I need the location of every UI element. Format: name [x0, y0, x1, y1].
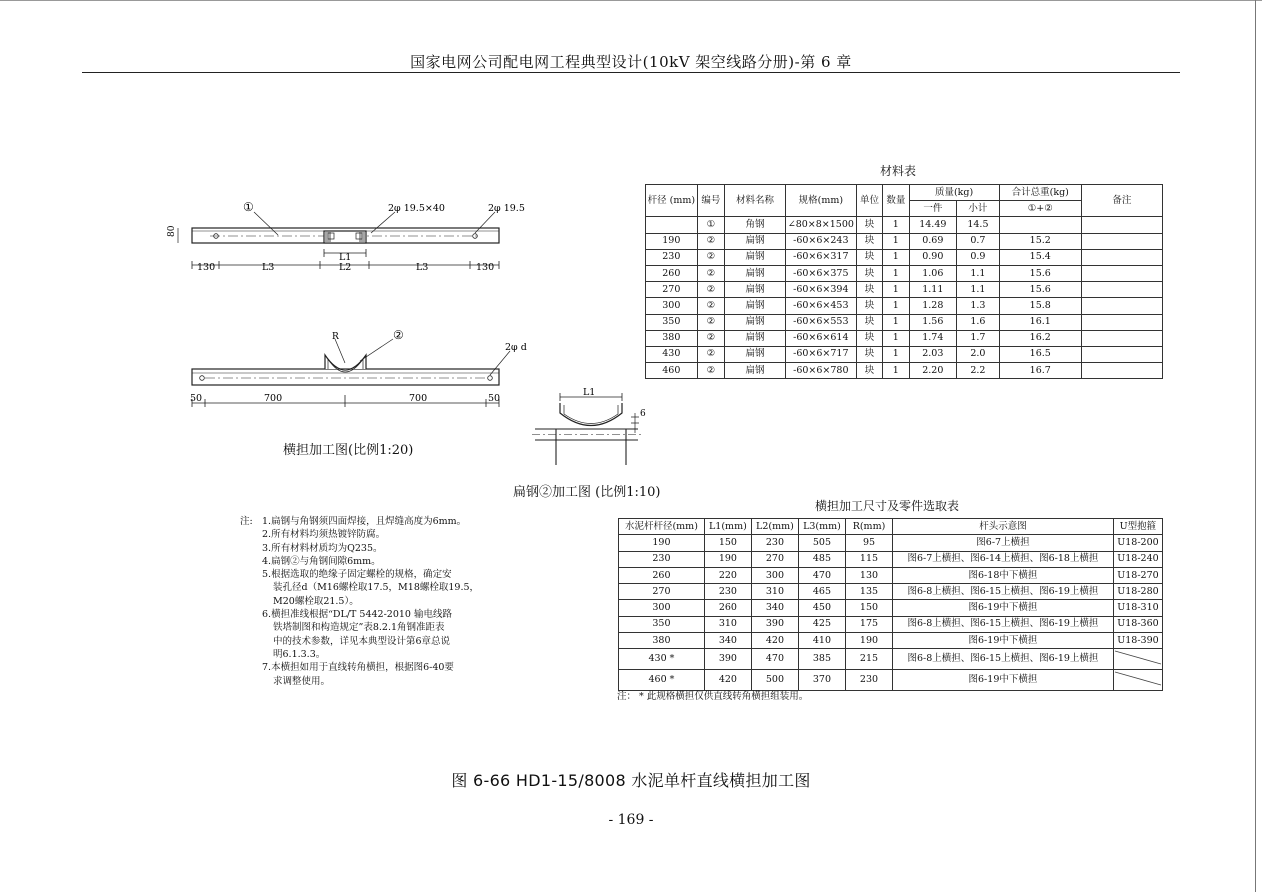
table-cell: [1081, 314, 1162, 330]
table-cell: 340: [704, 633, 751, 649]
table-row: [646, 330, 1163, 346]
th-subtotal: 小计: [957, 201, 1000, 217]
material-table-title: 材料表: [880, 164, 917, 178]
table-cell: [1081, 265, 1162, 281]
note-line: [240, 648, 479, 661]
table-cell: 370: [798, 670, 845, 691]
table-cell: 465: [798, 584, 845, 600]
table-cell: 230: [619, 551, 705, 567]
table-cell: 1: [883, 265, 909, 281]
table-cell: 0.7: [957, 233, 1000, 249]
frame-top: [0, 0, 1262, 1]
table-cell: 230: [845, 670, 892, 691]
table-cell: 190: [646, 233, 698, 249]
table-cell: 1.56: [909, 314, 957, 330]
table-cell: 420: [751, 633, 798, 649]
table-cell: 14.5: [957, 217, 1000, 233]
table-cell: 1.11: [909, 282, 957, 298]
table-cell: [1081, 282, 1162, 298]
table-cell: 图6-8上横担、图6-15上横担、图6-19上横担: [893, 584, 1114, 600]
table-cell: 135: [845, 584, 892, 600]
end-right-label: 130: [476, 262, 495, 273]
table-cell: 图6-7上横担、图6-14上横担、图6-18上横担: [893, 551, 1114, 567]
table-cell: ②: [697, 314, 724, 330]
note-label: [240, 568, 262, 581]
table-cell: 340: [751, 600, 798, 616]
table-cell: ②: [697, 282, 724, 298]
table-cell: ②: [697, 265, 724, 281]
table-cell: [1081, 217, 1162, 233]
table-cell: 2.2: [957, 363, 1000, 379]
table-cell: [1081, 346, 1162, 362]
table-cell: 390: [704, 649, 751, 670]
table-cell: 470: [751, 649, 798, 670]
table-cell: 块: [856, 249, 882, 265]
crossarm-top-view-drawing: [150, 195, 530, 280]
table-cell: 16.5: [999, 346, 1081, 362]
hole-slot-label: 2φ 19.5×40: [388, 203, 445, 214]
table-cell: 16.7: [999, 363, 1081, 379]
table-cell: 500: [751, 670, 798, 691]
table-cell: 15.6: [999, 282, 1081, 298]
table-header-cell: L2(mm): [751, 519, 798, 535]
table-cell: 270: [751, 551, 798, 567]
table-cell: 260: [619, 567, 705, 583]
crossarm-front-view-drawing: [150, 325, 530, 410]
note-text: 1.扁钢与角钢须四面焊接，且焊缝高度为6mm。: [262, 516, 467, 527]
table-cell: 图6-8上横担、图6-15上横担、图6-19上横担: [893, 616, 1114, 632]
table-cell: 430: [646, 346, 698, 362]
table-cell: 块: [856, 363, 882, 379]
table-cell: 扁钢: [725, 265, 786, 281]
note-line: [240, 542, 479, 555]
table-cell: 1.06: [909, 265, 957, 281]
table-cell: 1.1: [957, 265, 1000, 281]
table-row: [646, 314, 1163, 330]
note-label: 注:: [240, 516, 253, 527]
table-cell: -60×6×780: [785, 363, 856, 379]
table-cell: 270: [619, 584, 705, 600]
table-cell: 260: [704, 600, 751, 616]
selection-table-title: 横担加工尺寸及零件选取表: [815, 499, 960, 513]
table-cell: U18-280: [1113, 584, 1162, 600]
table-cell: 1.6: [957, 314, 1000, 330]
l1-label: L1: [339, 252, 352, 263]
table-cell: 0.69: [909, 233, 957, 249]
table-cell: 220: [704, 567, 751, 583]
table-cell: 425: [798, 616, 845, 632]
table-cell: 15.8: [999, 298, 1081, 314]
selection-table: [618, 518, 1163, 691]
table-cell: 扁钢: [725, 330, 786, 346]
table-cell: 430 *: [619, 649, 705, 670]
th-qty: 数量: [883, 185, 909, 217]
note-text: 明6.1.3.3。: [273, 648, 326, 660]
note-line: [240, 595, 479, 608]
table-row: [619, 567, 1163, 583]
table-cell: 16.1: [999, 314, 1081, 330]
table-cell: 380: [619, 633, 705, 649]
table-row: [619, 616, 1163, 632]
note-label: [240, 648, 262, 661]
table-cell: 1: [883, 282, 909, 298]
table-cell: -60×6×317: [785, 249, 856, 265]
note-text: M20螺栓取21.5）。: [273, 595, 359, 607]
table-cell: 16.2: [999, 330, 1081, 346]
figure-title: 图 6-66 HD1-15/8008 水泥单杆直线横担加工图: [451, 771, 811, 790]
table-cell: [1081, 330, 1162, 346]
table-cell: -60×6×553: [785, 314, 856, 330]
table-cell: 310: [704, 616, 751, 632]
table-cell: 2.20: [909, 363, 957, 379]
table-cell: ②: [697, 298, 724, 314]
table-cell: ①: [697, 217, 724, 233]
table-cell: ②: [697, 233, 724, 249]
table-cell: 150: [845, 600, 892, 616]
table-cell: 450: [798, 600, 845, 616]
thickness-label: 6: [640, 409, 646, 419]
table-cell: 1: [883, 346, 909, 362]
table-cell: 扁钢: [725, 314, 786, 330]
table-header-cell: L1(mm): [704, 519, 751, 535]
table-cell: 角钢: [725, 217, 786, 233]
header-title: 国家电网公司配电网工程典型设计(10kV 架空线路分册)-第 6 章: [410, 53, 852, 71]
table-row: [619, 649, 1163, 670]
end-left-label-2: 50: [190, 393, 203, 404]
note-line: [240, 581, 479, 594]
table-cell: 390: [751, 616, 798, 632]
hole-d-label: 2φ d: [505, 342, 527, 353]
material-table-body: [646, 217, 1163, 379]
th-total: 合计总重(kg): [999, 185, 1081, 201]
note-label: [240, 555, 262, 568]
note-label: [240, 528, 262, 541]
table-cell: 190: [704, 551, 751, 567]
table-cell: 块: [856, 298, 882, 314]
table-cell: 图6-7上横担: [893, 535, 1114, 551]
table-cell: 230: [646, 249, 698, 265]
table-cell: 图6-19中下横担: [893, 670, 1114, 691]
table-cell: ∠80×8×1500: [785, 217, 856, 233]
note-label: [240, 595, 262, 608]
note-label: [240, 675, 262, 688]
table-cell: U18-390: [1113, 633, 1162, 649]
note-label: [240, 608, 262, 621]
table-cell: 470: [798, 567, 845, 583]
diagonal-strike: [1115, 670, 1161, 685]
table-cell: [1081, 249, 1162, 265]
table-cell: [1081, 298, 1162, 314]
note-line: [240, 608, 479, 621]
table-cell: ②: [697, 330, 724, 346]
note-text: 装孔径d（M16螺栓取17.5，M18螺栓取19.5，: [273, 582, 480, 594]
table-cell: -60×6×394: [785, 282, 856, 298]
flatsteel-detail-drawing: [530, 383, 645, 468]
th-spec: 规格(mm): [785, 185, 856, 217]
part2-label: ②: [393, 328, 404, 342]
table-cell: [1081, 233, 1162, 249]
table-cell: 1.28: [909, 298, 957, 314]
th-no: 编号: [697, 185, 724, 217]
table-cell: 块: [856, 233, 882, 249]
table-cell: 270: [646, 282, 698, 298]
table-cell: 15.6: [999, 265, 1081, 281]
table-cell: 150: [704, 535, 751, 551]
table-cell: [1081, 363, 1162, 379]
note-text: 6.横担准线根据“DL/T 5442-2010 输电线路: [262, 609, 452, 621]
table-cell: 190: [619, 535, 705, 551]
selection-footnote: 注： * 此规格横担仅供直线转角横担组装用。: [617, 691, 809, 702]
table-cell: -60×6×614: [785, 330, 856, 346]
table-cell: 190: [845, 633, 892, 649]
table-cell: 扁钢: [725, 298, 786, 314]
table-cell: 130: [845, 567, 892, 583]
end-right-label-2: 50: [488, 393, 501, 404]
note-line: [240, 661, 479, 674]
table-row: [619, 584, 1163, 600]
table-cell: 310: [751, 584, 798, 600]
note-label: [240, 635, 262, 648]
table-header-cell: L3(mm): [798, 519, 845, 535]
header-rule: [82, 72, 1180, 73]
table-cell: 扁钢: [725, 233, 786, 249]
table-cell: 1.74: [909, 330, 957, 346]
note-label: [240, 661, 262, 674]
table-row: [619, 600, 1163, 616]
th-unit: 单位: [856, 185, 882, 217]
th-total-sub: ①+②: [999, 201, 1081, 217]
note-line: [240, 555, 479, 568]
note-text: 5.根据选取的绝缘子固定螺栓的规格，确定安: [262, 569, 452, 581]
th-pole-dia: 杆径 (mm): [646, 185, 698, 217]
table-cell: 扁钢: [725, 363, 786, 379]
table-cell: 扁钢: [725, 249, 786, 265]
table-cell: 300: [751, 567, 798, 583]
note-text: 7.本横担如用于直线转角横担，根据图6-40要: [262, 662, 454, 674]
table-cell: 420: [704, 670, 751, 691]
table-cell: 1.3: [957, 298, 1000, 314]
table-cell: 215: [845, 649, 892, 670]
table-cell: U18-310: [1113, 600, 1162, 616]
th-piece: 一件: [909, 201, 957, 217]
table-cell: U18-200: [1113, 535, 1162, 551]
table-cell: 1: [883, 314, 909, 330]
table-cell: 扁钢: [725, 282, 786, 298]
table-row: [646, 217, 1163, 233]
note-label: [240, 621, 262, 634]
table-cell: 图6-8上横担、图6-15上横担、图6-19上横担: [893, 649, 1114, 670]
th-remark: 备注: [1081, 185, 1162, 217]
table-cell: 0.90: [909, 249, 957, 265]
table-cell: 块: [856, 330, 882, 346]
table-cell: 300: [646, 298, 698, 314]
table-cell: [646, 217, 698, 233]
table-cell: 14.49: [909, 217, 957, 233]
table-cell: U18-360: [1113, 616, 1162, 632]
table-cell: 300: [619, 600, 705, 616]
table-row: [646, 265, 1163, 281]
note-line: [240, 635, 479, 648]
note-line: [240, 528, 479, 541]
table-cell: 块: [856, 282, 882, 298]
table-cell: 块: [856, 314, 882, 330]
table-row: [646, 346, 1163, 362]
table-cell: -60×6×717: [785, 346, 856, 362]
note-line: [240, 675, 479, 688]
crossarm-caption: 横担加工图(比例1:20): [283, 443, 414, 458]
table-cell: 380: [646, 330, 698, 346]
table-cell: 350: [646, 314, 698, 330]
table-cell: 1.1: [957, 282, 1000, 298]
table-cell: 图6-19中下横担: [893, 633, 1114, 649]
selection-table-body: [619, 535, 1163, 691]
table-cell: 410: [798, 633, 845, 649]
table-row: [646, 298, 1163, 314]
table-row: [619, 551, 1163, 567]
table-cell: ②: [697, 363, 724, 379]
table-row: [619, 633, 1163, 649]
note-text: 求调整使用。: [273, 675, 331, 687]
table-cell: 460 *: [619, 670, 705, 691]
diagonal-strike: [1115, 649, 1161, 664]
table-cell: U18-240: [1113, 551, 1162, 567]
note-label: [240, 542, 262, 555]
table-cell: 1: [883, 363, 909, 379]
table-cell: 0.9: [957, 249, 1000, 265]
table-cell: 块: [856, 217, 882, 233]
table-header-cell: 水泥杆杆径(mm): [619, 519, 705, 535]
table-row: [646, 249, 1163, 265]
table-cell: [1113, 649, 1162, 670]
table-cell: -60×6×453: [785, 298, 856, 314]
note-text: 4.扁钢②与角钢间隙6mm。: [262, 555, 381, 567]
note-label: [240, 581, 262, 594]
table-cell: 1: [883, 249, 909, 265]
note-line: [240, 568, 479, 581]
table-row: [646, 282, 1163, 298]
height-label: 80: [167, 225, 177, 237]
table-row: [646, 233, 1163, 249]
note-text: 2.所有材料均须热镀锌防腐。: [262, 529, 386, 541]
table-cell: 485: [798, 551, 845, 567]
table-cell: 95: [845, 535, 892, 551]
table-cell: 260: [646, 265, 698, 281]
hole-label: 2φ 19.5: [488, 203, 525, 214]
note-line: [240, 621, 479, 634]
table-cell: 图6-18中下横担: [893, 567, 1114, 583]
table-header-cell: R(mm): [845, 519, 892, 535]
table-cell: 2.0: [957, 346, 1000, 362]
mid-right-label: 700: [409, 393, 428, 404]
table-cell: ②: [697, 346, 724, 362]
table-cell: 1: [883, 330, 909, 346]
table-header-cell: U型抱箍: [1113, 519, 1162, 535]
table-cell: 505: [798, 535, 845, 551]
note-text: 铁塔制图和构造规定”表8.2.1角钢准距表: [273, 622, 445, 634]
flatsteel-l1-label: L1: [583, 387, 596, 398]
radius-label: R: [332, 332, 339, 342]
page-number: - 169 -: [608, 812, 654, 828]
frame-right: [1255, 0, 1256, 892]
note-text: 中的技术参数，详见本典型设计第6章总说: [273, 635, 451, 647]
table-cell: ②: [697, 249, 724, 265]
table-cell: U18-270: [1113, 567, 1162, 583]
table-row: [619, 535, 1163, 551]
l3-right-label: L3: [416, 262, 429, 273]
note-text: 3.所有材料材质均为Q235。: [262, 542, 383, 554]
notes: [240, 515, 479, 688]
part1-label: ①: [243, 200, 254, 214]
th-mass: 质量(kg): [909, 185, 999, 201]
table-cell: 230: [751, 535, 798, 551]
table-cell: 350: [619, 616, 705, 632]
table-cell: [1113, 670, 1162, 691]
table-cell: 460: [646, 363, 698, 379]
table-cell: 1.7: [957, 330, 1000, 346]
table-cell: 块: [856, 346, 882, 362]
table-cell: -60×6×243: [785, 233, 856, 249]
selection-table-header: [619, 519, 1163, 535]
table-cell: 图6-19中下横担: [893, 600, 1114, 616]
table-cell: [999, 217, 1081, 233]
flatsteel-caption: 扁钢②加工图 (比例1:10): [513, 485, 661, 500]
table-cell: 1: [883, 298, 909, 314]
table-row: [646, 363, 1163, 379]
table-cell: 175: [845, 616, 892, 632]
table-cell: 15.4: [999, 249, 1081, 265]
table-cell: 1: [883, 217, 909, 233]
l3-left-label: L3: [262, 262, 275, 273]
table-cell: 2.03: [909, 346, 957, 362]
table-cell: 230: [704, 584, 751, 600]
table-cell: 385: [798, 649, 845, 670]
table-cell: 块: [856, 265, 882, 281]
table-cell: 115: [845, 551, 892, 567]
table-cell: 扁钢: [725, 346, 786, 362]
th-name: 材料名称: [725, 185, 786, 217]
table-header-cell: 杆头示意图: [893, 519, 1114, 535]
table-cell: 15.2: [999, 233, 1081, 249]
end-left-label: 130: [197, 262, 216, 273]
l2-label: L2: [339, 262, 352, 273]
table-cell: -60×6×375: [785, 265, 856, 281]
mid-left-label: 700: [264, 393, 283, 404]
material-table: [645, 184, 1163, 379]
table-cell: 1: [883, 233, 909, 249]
note-line: [240, 515, 479, 528]
